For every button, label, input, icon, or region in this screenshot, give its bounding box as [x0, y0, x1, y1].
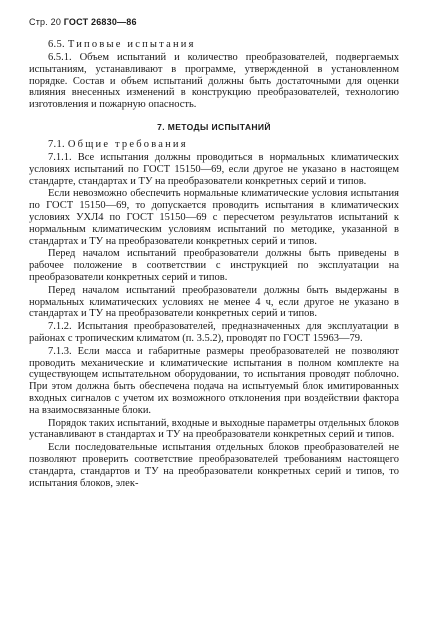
paragraph-7-1-2: 7.1.2. Испытания преобразователей, предназначенных для эксплуатации в районах с тропическим климатом (п. 3.5.2), проводят по ГОСТ 15963—79. [29, 321, 399, 344]
section-title: Общие требования [67, 138, 188, 150]
section-heading-7-1 [29, 139, 399, 151]
paragraph: Перед началом испытаний преобразователи должны быть приведены в рабочее положение в соответствии с инструкцией по эксплуатации на преобразователи конкретных серий и типов. [29, 248, 399, 283]
section-number: 6.5. [48, 39, 65, 50]
paragraph: Порядок таких испытаний, входные и выходные параметры отдельных блоков устанавливают в стандартах и ТУ на преобразователи конкретных серий и типов. [29, 417, 399, 441]
section-heading-6-5 [29, 39, 399, 51]
page-header [29, 17, 137, 27]
chapter-title: 7. МЕТОДЫ ИСПЫТАНИЙ [157, 121, 271, 132]
paragraph: Если последовательные испытания отдельных блоков преобразователей не позволяют проверить соответствие преобразователей требованиям настоящего стандарта, стандартов и ТУ на преобразователи конкретных серий и типов, то испытания блоков, элек- [29, 442, 399, 489]
section-number: 7.1. [48, 138, 65, 150]
page-content [29, 32, 399, 490]
paragraph: Если невозможно обеспечить нормальные климатические условия испытания по ГОСТ 15150—69, то допускается проводить испытания в климатических условиях УХЛ4 по ГОСТ 15150—69 с пересчетом результатов испытаний к нормальным климатическим условиям испытаний по методике, указанной в стандартах и ТУ на преобразователи конкретных серий и типов. [29, 188, 399, 247]
paragraph: Перед началом испытаний преобразователи должны быть выдержаны в нормальных климатических условиях не менее 4 ч, если другое не указано в стандартах и ТУ на преобразователи конкретных серий и типов. [29, 284, 399, 320]
section-title: Типовые испытания [67, 39, 196, 50]
paragraph-6-5-1: 6.5.1. Объем испытаний и количество преобразователей, подвергаемых испытаниям, устанавливают в программе, утвержденной в установленном порядке. Состав и объем испытаний должны быть достаточными для оценки влияния внесенных изменений в конструкцию преобразователей, технологию изготовления и пожарную опасность. [29, 52, 399, 111]
paragraph-7-1-1: 7.1.1. Все испытания должны проводиться в нормальных климатических условиях испытаний по ГОСТ 15150—69, если другое не указано в настоящем стандарте, стандартах и ТУ на преобразователи конкретных серий и типов. [29, 151, 399, 187]
standard-number: ГОСТ 26830—86 [63, 17, 137, 27]
page-label: Стр. 20 [29, 17, 62, 27]
paragraph-7-1-3: 7.1.3. Если масса и габаритные размеры преобразователей не позволяют проводить механические и климатические испытания в полном комплекте на существующем испытательном оборудовании, то испытания проводят поблочно. При этом должна быть обеспечена подача на испытуемый блок имитированных входных сигналов с учетом их возможного отклонения при воздействии фактора на взаимосвязанные блоки. [29, 345, 399, 416]
